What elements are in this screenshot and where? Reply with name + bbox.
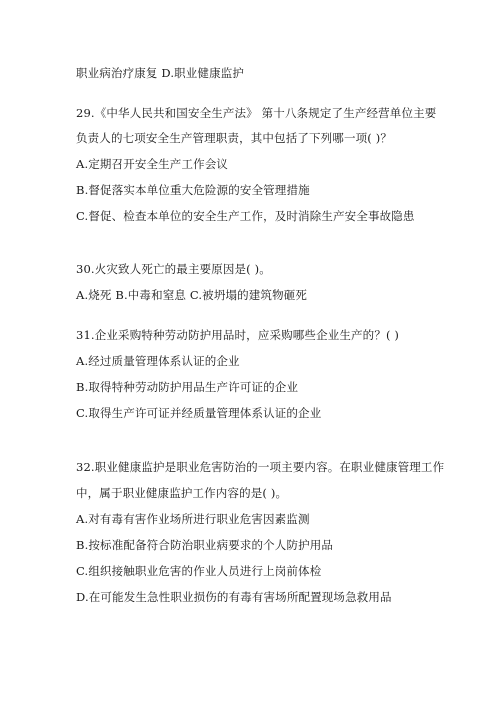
question-32-option-b: B.按标准配备符合防治职业病要求的个人防护用品	[76, 538, 334, 552]
question-29-stem-line-2: 负责人的七项安全生产管理职责，其中包括了下列哪一项( )？	[76, 131, 392, 145]
continuation-text: 职业病治疗康复 D.职业健康监护	[76, 66, 245, 80]
question-31-option-c: C.取得生产许可证并经质量管理体系认证的企业	[76, 406, 322, 420]
question-29-option-b: B.督促落实本单位重大危险源的安全管理措施	[76, 183, 310, 197]
question-32-option-c: C.组织接触职业危害的作业人员进行上岗前体检	[76, 564, 322, 578]
question-30-options: A.烧死 B.中毒和窒息 C.被坍塌的建筑物砸死	[76, 288, 308, 302]
question-29-option-c: C.督促、检查本单位的安全生产工作，及时消除生产安全事故隐患	[76, 209, 415, 223]
question-32-stem-line-1: 32.职业健康监护是职业危害防治的一项主要内容。在职业健康管理工作	[76, 460, 445, 474]
question-32-option-d: D.在可能发生急性职业损伤的有毒有害场所配置现场急救用品	[76, 590, 392, 604]
question-31-stem: 31.企业采购特种劳动防护用品时，应采购哪些企业生产的？( )	[76, 328, 400, 342]
question-29-stem-line-1: 29.《中华人民共和国安全生产法》 第十八条规定了生产经营单位主要	[76, 106, 437, 120]
question-30-stem: 30.火灾致人死亡的最主要原因是( )。	[76, 262, 271, 276]
question-32-stem-line-2: 中，属于职业健康监护工作内容的是( )。	[76, 486, 288, 500]
question-31-option-a: A.经过质量管理体系认证的企业	[76, 354, 240, 368]
question-29-option-a: A.定期召开安全生产工作会议	[76, 157, 229, 171]
question-31-option-b: B.取得特种劳动防护用品生产许可证的企业	[76, 380, 299, 394]
question-32-option-a: A.对有毒有害作业场所进行职业危害因素监测	[76, 512, 310, 526]
